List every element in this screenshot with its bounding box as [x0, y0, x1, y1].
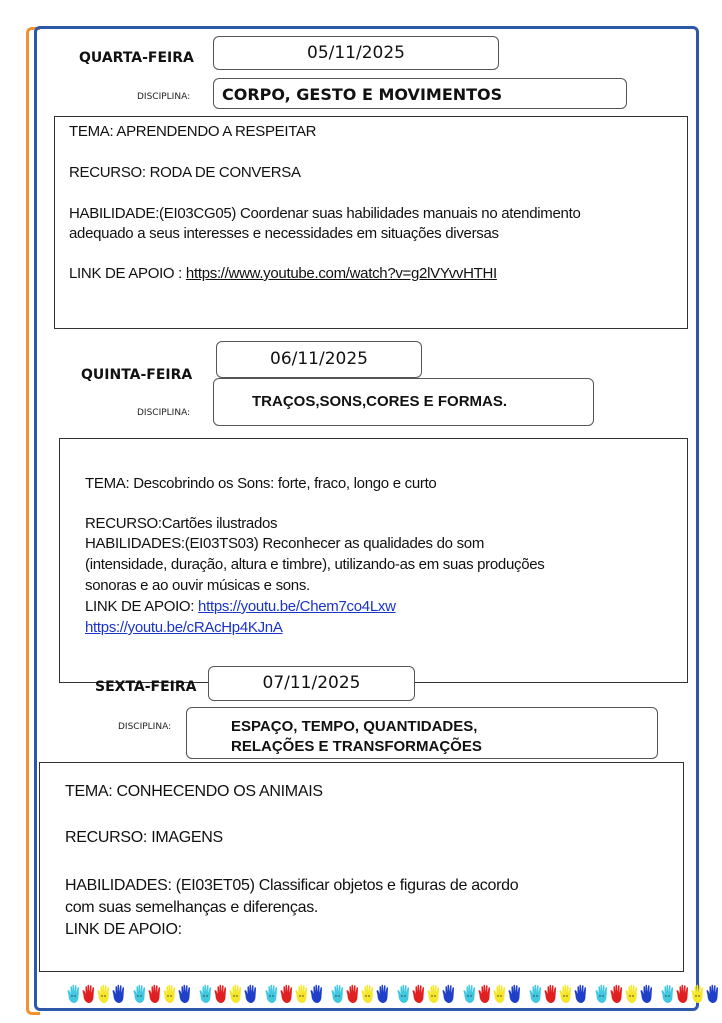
hand-icon	[81, 984, 96, 1004]
hand-group	[330, 984, 390, 1006]
date-field-thursday[interactable]: 06/11/2025	[216, 341, 422, 378]
hand-icon	[477, 984, 492, 1004]
support-link-label: LINK DE APOIO:	[85, 598, 199, 615]
hand-group	[66, 984, 126, 1006]
lesson-box-wednesday	[54, 116, 688, 329]
hand-icon	[294, 984, 309, 1004]
hand-icon	[675, 984, 690, 1004]
hand-icon	[660, 984, 675, 1004]
lesson-box-friday	[39, 762, 684, 972]
hand-icon	[528, 984, 543, 1004]
hand-group	[264, 984, 324, 1006]
hand-icon	[132, 984, 147, 1004]
recurso-text: RECURSO: RODA DE CONVERSA	[69, 164, 301, 181]
habilidade-text: HABILIDADES:(EI03TS03) Reconhecer as qualidades do som	[85, 535, 485, 552]
habilidade-text: com suas semelhanças e diferenças.	[65, 899, 319, 916]
hand-icon	[243, 984, 258, 1004]
hand-group	[528, 984, 588, 1006]
discipline-text: ESPAÇO, TEMPO, QUANTIDADES,	[231, 718, 478, 735]
support-link[interactable]: https://youtu.be/Chem7co4Lxw	[198, 598, 396, 615]
hand-icon	[624, 984, 639, 1004]
hand-icon	[345, 984, 360, 1004]
date-field-friday[interactable]: 07/11/2025	[208, 666, 415, 701]
habilidade-text: (intensidade, duração, altura e timbre), utilizando-as em suas produções	[85, 556, 545, 573]
hand-icon	[705, 984, 720, 1004]
hand-icon	[213, 984, 228, 1004]
hand-group	[660, 984, 720, 1006]
tema-text: TEMA: Descobrindo os Sons: forte, fraco, longo e curto	[85, 475, 437, 492]
lesson-box-thursday	[59, 438, 688, 683]
hand-icon	[96, 984, 111, 1004]
hands-border	[66, 984, 666, 1006]
hand-icon	[264, 984, 279, 1004]
hand-icon	[492, 984, 507, 1004]
hand-icon	[639, 984, 654, 1004]
date-field-wednesday[interactable]: 05/11/2025	[213, 36, 499, 70]
tema-text: TEMA: APRENDENDO A RESPEITAR	[69, 123, 317, 140]
hand-icon	[66, 984, 81, 1004]
hand-group	[594, 984, 654, 1006]
hand-icon	[507, 984, 522, 1004]
weekday-label-friday: SEXTA-FEIRA	[95, 679, 197, 695]
habilidade-text: HABILIDADES: (EI03ET05) Classificar objetos e figuras de acordo	[65, 877, 519, 894]
hand-icon	[147, 984, 162, 1004]
hand-icon	[558, 984, 573, 1004]
hand-group	[198, 984, 258, 1006]
hand-icon	[609, 984, 624, 1004]
discipline-field-wednesday[interactable]	[213, 78, 627, 109]
tema-text: TEMA: CONHECENDO OS ANIMAIS	[65, 783, 323, 800]
support-link-row	[69, 265, 497, 282]
habilidade-text: adequado a seus interesses e necessidades em situações diversas	[69, 225, 499, 242]
support-link-row	[85, 598, 396, 615]
discipline-field-thursday[interactable]	[213, 378, 594, 426]
hand-group	[132, 984, 192, 1006]
hand-group	[396, 984, 456, 1006]
support-link-row-2	[85, 619, 283, 636]
hand-icon	[543, 984, 558, 1004]
discipline-label-thursday: DISCIPLINA:	[137, 408, 191, 418]
hand-icon	[594, 984, 609, 1004]
support-link-label: LINK DE APOIO :	[69, 265, 186, 282]
recurso-text: RECURSO:Cartões ilustrados	[85, 515, 278, 532]
hand-icon	[309, 984, 324, 1004]
hand-icon	[396, 984, 411, 1004]
hand-group	[462, 984, 522, 1006]
hand-icon	[228, 984, 243, 1004]
weekday-label-thursday: QUINTA-FEIRA	[81, 367, 193, 383]
hand-icon	[441, 984, 456, 1004]
discipline-label-friday: DISCIPLINA:	[118, 722, 172, 732]
discipline-text: TRAÇOS,SONS,CORES E FORMAS.	[252, 393, 508, 410]
support-link[interactable]: https://www.youtube.com/watch?v=g2lVYvvHTHI	[185, 265, 497, 282]
hand-icon	[330, 984, 345, 1004]
hand-icon	[690, 984, 705, 1004]
weekday-label-wednesday: QUARTA-FEIRA	[79, 50, 194, 66]
hand-icon	[411, 984, 426, 1004]
discipline-text: RELAÇÕES E TRANSFORMAÇÕES	[231, 738, 482, 755]
hand-icon	[360, 984, 375, 1004]
discipline-label-wednesday: DISCIPLINA:	[137, 92, 191, 102]
hand-icon	[375, 984, 390, 1004]
support-link-label: LINK DE APOIO:	[65, 921, 182, 938]
hand-icon	[279, 984, 294, 1004]
hand-icon	[426, 984, 441, 1004]
hand-icon	[177, 984, 192, 1004]
recurso-text: RECURSO: IMAGENS	[65, 829, 223, 846]
habilidade-text: HABILIDADE:(EI03CG05) Coordenar suas habilidades manuais no atendimento	[69, 205, 581, 222]
hand-icon	[462, 984, 477, 1004]
hand-icon	[162, 984, 177, 1004]
support-link-2[interactable]: https://youtu.be/cRAcHp4KJnA	[85, 619, 283, 636]
habilidade-text: sonoras e ao ouvir músicas e sons.	[85, 577, 310, 594]
discipline-field-friday[interactable]	[186, 707, 658, 759]
hand-icon	[573, 984, 588, 1004]
discipline-text: CORPO, GESTO E MOVIMENTOS	[222, 85, 503, 104]
hand-icon	[111, 984, 126, 1004]
hand-icon	[198, 984, 213, 1004]
